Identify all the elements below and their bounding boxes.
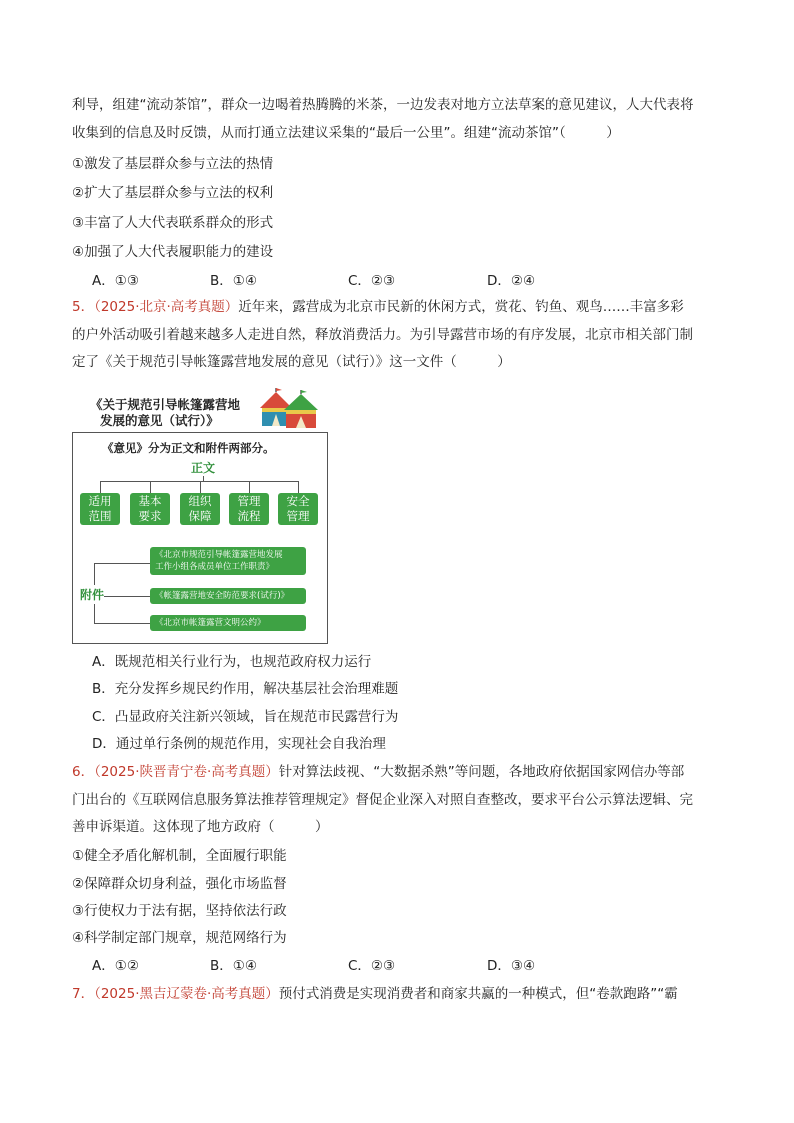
figure-intro: 《意见》分为正文和附件两部分。 (102, 441, 275, 455)
attachment-item-2: 《帐篷露营地安全防范要求(试行)》 (150, 588, 306, 604)
q6-option-b[interactable]: B．①④ (210, 958, 257, 974)
q6-statement-1: ①健全矛盾化解机制，全面履行职能 (72, 848, 287, 864)
connector (150, 481, 151, 493)
q6-stem-text: 针对算法歧视、“大数据杀熟”等问题，各地政府依据国家网信办等部 (278, 764, 685, 780)
connector (200, 481, 201, 493)
q5-number: 5． (72, 299, 95, 315)
attachment-item-1: 《北京市规范引导帐篷露营地发展 工作小组各成员单位工作职责》 (150, 547, 306, 575)
main-text-label: 正文 (188, 459, 218, 476)
q5-option-a[interactable]: A．既规范相关行业行为，也规范政府权力运行 (92, 654, 372, 670)
q6-statement-2: ②保障群众切身利益，强化市场监督 (72, 876, 287, 892)
q6-statement-4: ④科学制定部门规章，规范网络行为 (72, 930, 287, 946)
q5-stem-text: 近年来，露营成为北京市民新的休闲方式，赏花、钓鱼、观鸟……丰富多彩 (238, 299, 684, 315)
q6-stem-line1 (72, 762, 684, 782)
q6-option-a[interactable]: A．①② (92, 958, 139, 974)
q4-statement-1: ①激发了基层群众参与立法的热情 (72, 156, 274, 172)
attachment-item-3: 《北京市帐篷露营文明公约》 (150, 615, 306, 631)
connector (249, 481, 250, 493)
q7-number: 7． (72, 986, 95, 1002)
main-item-requirements: 基本 要求 (130, 493, 170, 525)
q6-source: （2025·陕晋青宁卷·高考真题） (94, 764, 279, 780)
q7-stem-text: 预付式消费是实现消费者和商家共赢的一种模式，但“卷款跑路”“霸 (278, 986, 678, 1002)
q5-stem-line3: 定了《关于规范引导帐篷露营地发展的意见（试行）》这一文件（ ） (72, 354, 511, 370)
connector (94, 623, 150, 624)
connector (94, 563, 150, 564)
figure-title-line1: 《关于规范引导帐篷露营地 (90, 397, 241, 412)
attachment-label: 附件 (80, 585, 104, 604)
q5-stem-line2: 的户外活动吸引着越来越多人走进自然，释放消费活力。为引导露营市场的有序发展，北京市相关部门制 (72, 327, 693, 343)
q4-statement-4: ④加强了人大代表履职能力的建设 (72, 244, 274, 260)
q4-statement-2: ②扩大了基层群众参与立法的权利 (72, 185, 274, 201)
q4-option-a[interactable]: A．①③ (92, 273, 139, 289)
q6-stem-line3: 善申诉渠道。这体现了地方政府（ ） (72, 819, 329, 835)
q7-stem-line1 (72, 984, 678, 1004)
connector (298, 481, 299, 493)
q5-option-d[interactable]: D．通过单行条例的规范作用，实现社会自我治理 (92, 736, 386, 752)
q5-source: （2025·北京·高考真题） (94, 299, 239, 315)
q4-option-d[interactable]: D．②④ (487, 273, 536, 289)
q6-option-d[interactable]: D．③④ (487, 958, 536, 974)
q5-option-c[interactable]: C．凸显政府关注新兴领域，旨在规范市民露营行为 (92, 709, 399, 725)
main-item-process: 管理 流程 (229, 493, 269, 525)
q6-option-c[interactable]: C．②③ (348, 958, 396, 974)
q4-option-b[interactable]: B．①④ (210, 273, 257, 289)
connector (100, 481, 101, 493)
q4-stem-line1: 利导，组建“流动茶馆”，群众一边喝着热腾腾的米茶，一边发表对地方立法草案的意见建议，人大代表将 (72, 97, 694, 113)
q5-option-b[interactable]: B．充分发挥乡规民约作用，解决基层社会治理难题 (92, 681, 399, 697)
figure-title-line2: 发展的意见（试行）》 (100, 413, 219, 428)
q7-source: （2025·黑吉辽蒙卷·高考真题） (94, 986, 279, 1002)
q6-number: 6． (72, 764, 95, 780)
q6-stem-line2: 门出台的《互联网信息服务算法推荐管理规定》督促企业深入对照自查整改，要求平台公示算法逻辑、完 (72, 792, 693, 808)
tent-icon (256, 386, 322, 430)
q5-stem-line1 (72, 297, 684, 317)
main-item-organization: 组织 保障 (180, 493, 220, 525)
main-item-safety: 安全 管理 (278, 493, 318, 525)
main-item-scope: 适用 范围 (80, 493, 120, 525)
q4-stem-line2: 收集到的信息及时反馈，从而打通立法建议采集的“最后一公里”。组建“流动茶馆”（ ） (72, 125, 620, 141)
q4-option-c[interactable]: C．②③ (348, 273, 396, 289)
q6-statement-3: ③行使权力于法有据，坚持依法行政 (72, 903, 287, 919)
q4-statement-3: ③丰富了人大代表联系群众的形式 (72, 215, 274, 231)
